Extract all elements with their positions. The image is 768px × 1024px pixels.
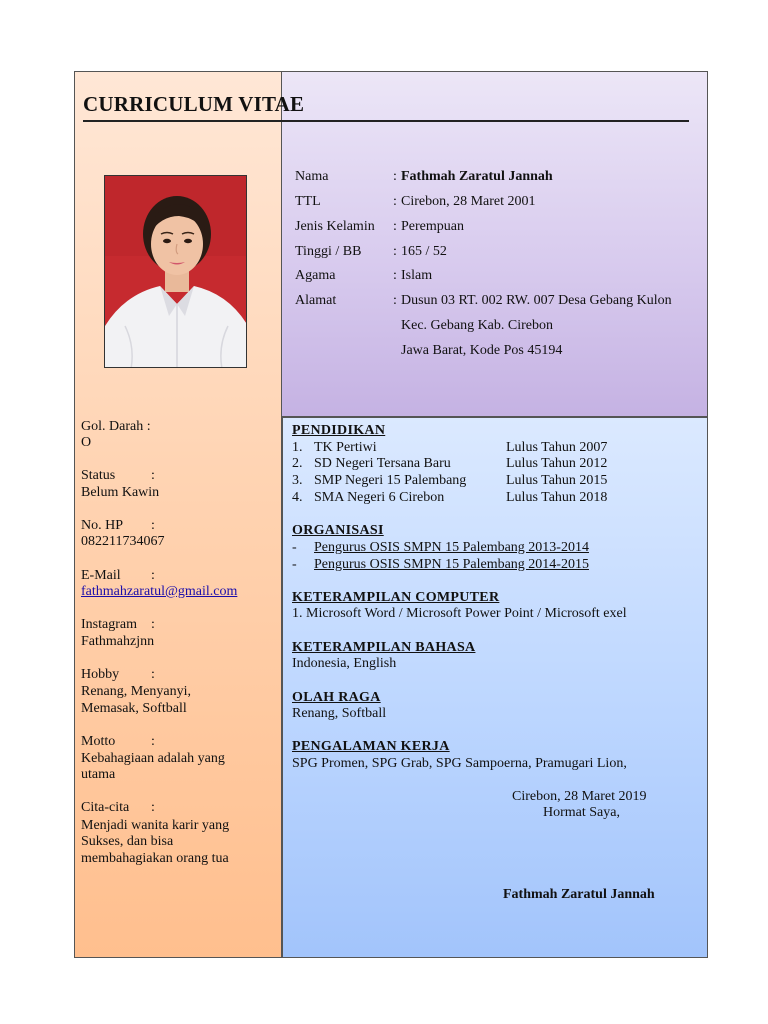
ttl-separator: : [393, 194, 397, 209]
hobby-colon: : [151, 667, 155, 682]
religion-label: Agama [295, 268, 336, 283]
education-school-1: TK Pertiwi [314, 440, 377, 455]
address-label: Alamat [295, 293, 337, 308]
gender-separator: : [393, 219, 397, 234]
height-weight-separator: : [393, 244, 397, 259]
gender-value: Perempuan [401, 219, 464, 234]
ambition-line1: Menjadi wanita karir yang [81, 818, 230, 833]
status-colon: : [151, 468, 155, 483]
ambition-line2: Sukses, dan bisa [81, 834, 174, 849]
education-year-4: Lulus Tahun 2018 [506, 490, 608, 505]
education-year-3: Lulus Tahun 2015 [506, 473, 608, 488]
height-weight-label: Tinggi / BB [295, 244, 362, 259]
organization-item-2: Pengurus OSIS SMPN 15 Palembang 2014-2015 [314, 557, 589, 572]
address-line3: Jawa Barat, Kode Pos 45194 [401, 343, 563, 358]
computer-skills-heading: KETERAMPILAN COMPUTER [292, 590, 500, 605]
religion-separator: : [393, 268, 397, 283]
education-num-2: 2. [292, 456, 303, 471]
organization-dash-1: - [292, 540, 297, 555]
ambition-line3: membahagiakan orang tua [81, 851, 229, 866]
ttl-label: TTL [295, 194, 321, 209]
hobby-label: Hobby [81, 667, 120, 682]
address-separator: : [393, 293, 397, 308]
education-school-4: SMA Negeri 6 Cirebon [314, 490, 445, 505]
phone-value: 082211734067 [81, 534, 165, 549]
phone-colon: : [151, 518, 155, 533]
address-line1: Dusun 03 RT. 002 RW. 007 Desa Gebang Kulon [401, 293, 672, 308]
language-skills-heading: KETERAMPILAN BAHASA [292, 640, 476, 655]
education-year-2: Lulus Tahun 2012 [506, 456, 608, 471]
blood-type-value: O [81, 435, 92, 450]
blood-type-label: Gol. Darah : [81, 419, 151, 434]
organization-item-1: Pengurus OSIS SMPN 15 Palembang 2013-2014 [314, 540, 589, 555]
organization-dash-2: - [292, 557, 297, 572]
hobby-line2: Memasak, Softball [81, 701, 187, 716]
email-link[interactable]: fathmahzaratul@gmail.com [81, 584, 238, 599]
sports-heading: OLAH RAGA [292, 690, 381, 705]
education-school-3: SMP Negeri 15 Palembang [314, 473, 467, 488]
organization-heading: ORGANISASI [292, 523, 384, 538]
education-heading: PENDIDIKAN [292, 423, 386, 438]
signature-name: Fathmah Zaratul Jannah [503, 887, 655, 902]
motto-line2: utama [81, 767, 116, 782]
page-title: CURRICULUM VITAE [83, 92, 305, 116]
name-separator: : [393, 169, 397, 184]
email-colon: : [151, 568, 155, 583]
instagram-colon: : [151, 617, 155, 632]
motto-colon: : [151, 734, 155, 749]
computer-skills-text: 1. Microsoft Word / Microsoft Power Point / Microsoft exel [292, 606, 627, 621]
language-skills-text: Indonesia, English [292, 656, 397, 671]
closing-place-date: Cirebon, 28 Maret 2019 [512, 789, 647, 804]
education-num-4: 4. [292, 490, 303, 505]
education-num-1: 1. [292, 440, 303, 455]
name-label: Nama [295, 169, 329, 184]
religion-value: Islam [401, 268, 433, 283]
email-label: E-Mail [81, 568, 121, 583]
profile-photo-illustration [105, 176, 247, 368]
ambition-colon: : [151, 800, 155, 815]
instagram-label: Instagram [81, 617, 137, 632]
status-label: Status [81, 468, 116, 483]
profile-photo [104, 175, 247, 368]
closing-regards: Hormat Saya, [543, 805, 620, 820]
title-divider [83, 120, 689, 122]
work-experience-text: SPG Promen, SPG Grab, SPG Sampoerna, Pramugari Lion, [292, 756, 627, 771]
name-value: Fathmah Zaratul Jannah [401, 169, 553, 184]
status-value: Belum Kawin [81, 485, 160, 500]
education-year-1: Lulus Tahun 2007 [506, 440, 608, 455]
height-weight-value: 165 / 52 [401, 244, 447, 259]
ttl-value: Cirebon, 28 Maret 2001 [401, 194, 536, 209]
instagram-value: Fathmahzjnn [81, 634, 155, 649]
work-experience-heading: PENGALAMAN KERJA [292, 739, 450, 754]
education-school-2: SD Negeri Tersana Baru [314, 456, 451, 471]
phone-label: No. HP [81, 518, 124, 533]
hobby-line1: Renang, Menyanyi, [81, 684, 192, 699]
address-line2: Kec. Gebang Kab. Cirebon [401, 318, 554, 333]
motto-line1: Kebahagiaan adalah yang [81, 751, 225, 766]
sports-text: Renang, Softball [292, 706, 387, 721]
education-num-3: 3. [292, 473, 303, 488]
gender-label: Jenis Kelamin [295, 219, 375, 234]
ambition-label: Cita-cita [81, 800, 130, 815]
motto-label: Motto [81, 734, 116, 749]
